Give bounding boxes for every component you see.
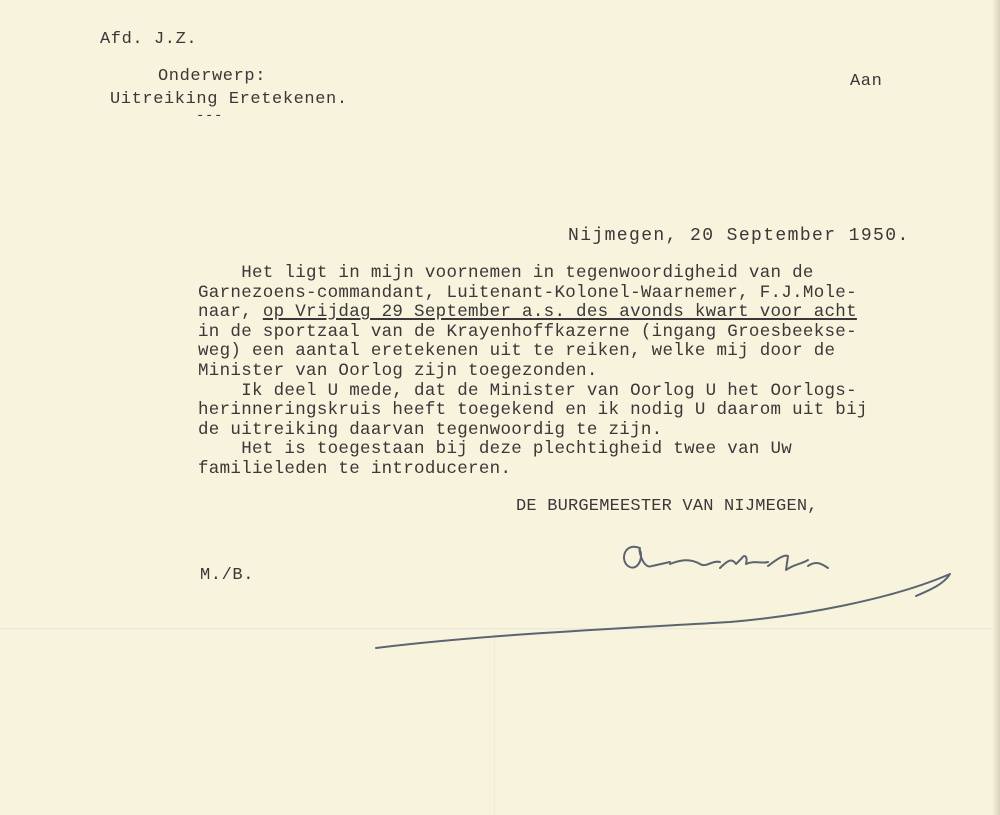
body-line: de uitreiking daarvan tegenwoordig te zijn. xyxy=(198,419,663,440)
body-line: weg) een aantal eretekenen uit te reiken, welke mij door de xyxy=(198,341,836,362)
closing-signatory: DE BURGEMEESTER VAN NIJMEGEN, xyxy=(516,497,818,516)
body-line xyxy=(198,303,958,323)
department-reference: Afd. J.Z. xyxy=(100,30,198,49)
place-date: Nijmegen, 20 September 1950. xyxy=(568,226,910,246)
handwritten-signature xyxy=(370,530,970,660)
body-line: Garnezoens-commandant, Luitenant-Kolonel-Waarnemer, F.J.Mole- xyxy=(198,282,857,303)
subject-label: Onderwerp: xyxy=(158,67,267,86)
letter-body xyxy=(198,264,958,480)
body-line: in de sportzaal van de Krayenhoffkazerne (ingang Groesbeekse- xyxy=(198,321,857,342)
subject-value: Uitreiking Eretekenen. xyxy=(110,90,348,109)
initials: M./B. xyxy=(200,566,255,585)
underlined-date-time: op Vrijdag 29 September a.s. des avonds kwart voor acht xyxy=(262,302,857,323)
body-line: familieleden te introduceren. xyxy=(198,458,512,479)
body-line: Ik deel U mede, dat de Minister van Oorlog U het Oorlogs- xyxy=(198,380,857,401)
recipient-label: Aan xyxy=(850,72,883,91)
paper-edge xyxy=(992,0,1000,815)
body-line: herinneringskruis heeft toegekend en ik nodig U daarom uit bij xyxy=(198,400,868,421)
body-line: Het ligt in mijn voornemen in tegenwoordigheid van de xyxy=(198,263,814,283)
body-line: Minister van Oorlog zijn toegezonden. xyxy=(198,360,598,381)
body-line: Het is toegestaan bij deze plechtigheid twee van Uw xyxy=(198,439,793,460)
body-text: naar, xyxy=(198,302,263,323)
subject-rule: --- xyxy=(196,108,224,124)
